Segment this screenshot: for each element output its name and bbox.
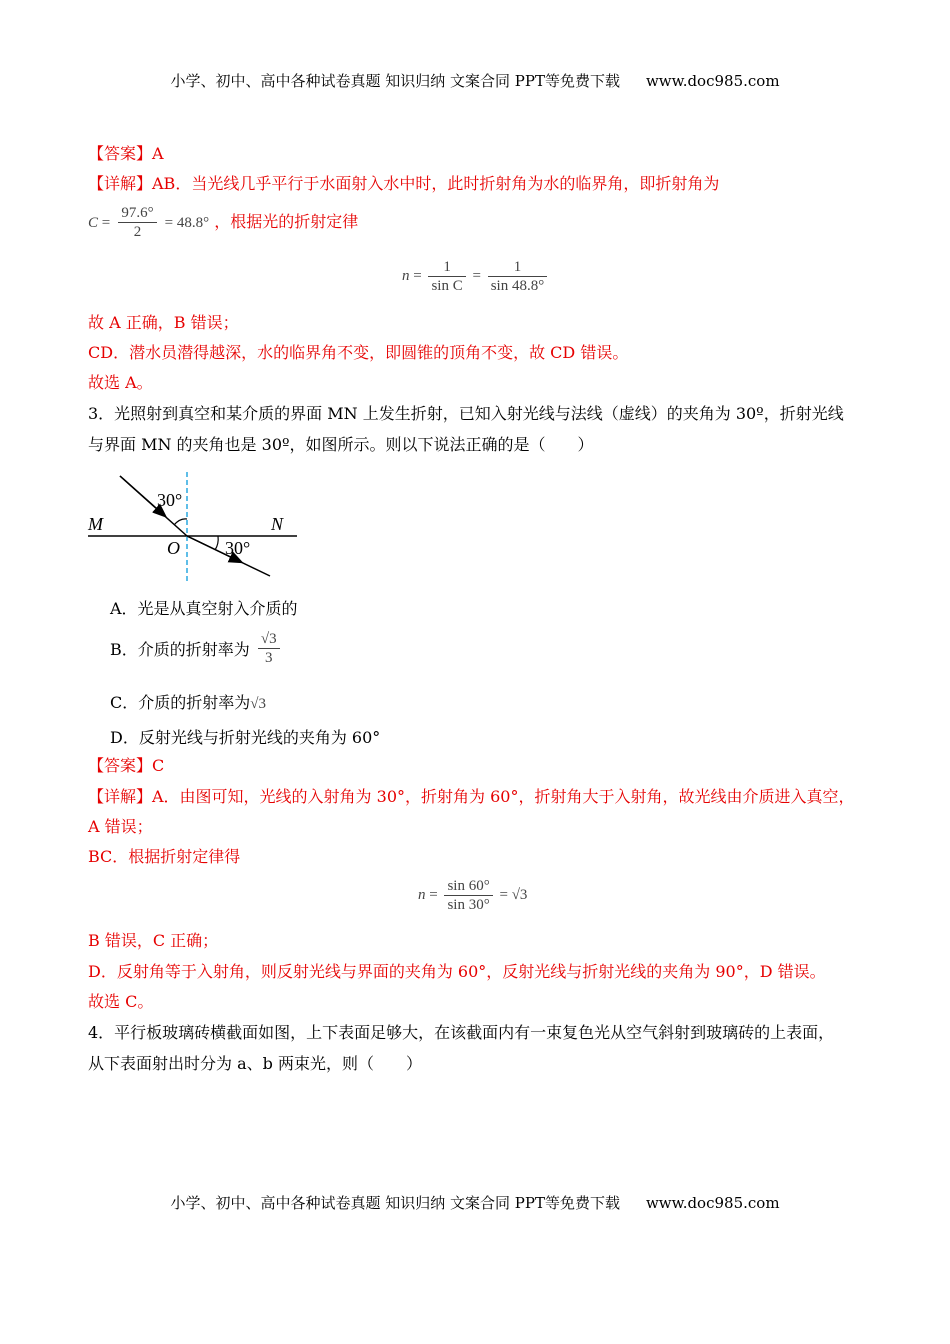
- q2-critical-angle-formula: C = $\frac{97.6^\circ}{2}$ = 48.8° ，根据光的折射定律: [88, 205, 359, 240]
- c-denominator: 2: [133, 224, 142, 240]
- q3-detail-bc: BC．根据折射定律得: [88, 847, 241, 866]
- incident-angle-arc: [174, 519, 187, 525]
- c-result: = 48.8°: [164, 215, 210, 231]
- q3-option-c: [110, 690, 266, 713]
- fraction-1-over-sin48: [488, 258, 548, 295]
- c-tail-text: ，根据光的折射定律: [214, 212, 359, 231]
- option-b-text: B．介质的折射率为: [110, 640, 250, 659]
- f1-denominator: sin C: [431, 278, 463, 294]
- page-header: [0, 70, 950, 91]
- page-footer: [0, 1192, 950, 1213]
- c-fraction: [118, 204, 156, 241]
- option-c-value: √3: [250, 696, 266, 712]
- q3-bc-result: B 错误，C 正确；: [88, 931, 219, 950]
- q3-n-label: n: [418, 886, 426, 903]
- sqrt3-result: √3: [511, 886, 528, 903]
- refraction-diagram: [85, 470, 305, 590]
- f2-denominator: sin 48.8°: [490, 278, 545, 294]
- q3-stem-line1: 3．光照射到真空和某介质的界面 MN 上发生折射，已知入射光线与法线（虚线）的夹角为 30º，折射光线: [88, 404, 844, 423]
- q3-detail-line1: 【详解】A．由图可知，光线的入射角为 30°，折射角为 60°，折射角大于入射角，故光线由介质进入真空，: [88, 787, 855, 806]
- q3-line-d: D．反射角等于入射角，则反射光线与界面的夹角为 60°，反射光线与折射光线的夹角为 90°，D 错误。: [88, 962, 826, 981]
- option-c-text: C．介质的折射率为: [110, 693, 251, 712]
- q2-line-cd: CD．潜水员潜得越深，水的临界角不变，即圆锥的顶角不变，故 CD 错误。: [88, 343, 629, 362]
- n-label: n: [402, 267, 410, 284]
- q3-detail-line2: A 错误；: [88, 817, 153, 836]
- q4-stem-line2: 从下表面射出时分为 a、b 两束光，则（ ）: [88, 1054, 422, 1073]
- q2-detail-line1: 【详解】AB．当光线几乎平行于水面射入水中时，此时折射角为水的临界角，即折射角为: [88, 174, 720, 193]
- q3-option-a: A．光是从真空射入介质的: [110, 599, 298, 618]
- refracted-angle-arc: [215, 536, 218, 550]
- q3-option-d: D．反射光线与折射光线的夹角为 60°: [110, 728, 381, 747]
- q3-choose: 故选 C。: [88, 992, 154, 1011]
- q3-answer: 【答案】C: [88, 756, 165, 775]
- label-n: N: [271, 514, 284, 534]
- c-label: C: [88, 215, 99, 231]
- option-b-denominator: 3: [264, 650, 273, 666]
- f1-numerator: 1: [428, 258, 465, 277]
- sin30-denominator: sin 30°: [447, 897, 490, 913]
- q2-answer: 【答案】A: [88, 144, 164, 163]
- footer-text: 小学、初中、高中各种试卷真题 知识归纳 文案合同 PPT等免费下载: [170, 1194, 620, 1212]
- q3-stem-line2: 与界面 MN 的夹角也是 30º，如图所示。则以下说法正确的是（ ）: [88, 435, 594, 454]
- refracted-angle-label: 30°: [225, 538, 251, 558]
- q3-refraction-equation: n = $\frac{\sin 60^\circ}{\sin 30^\circ}$ = √3: [418, 878, 528, 913]
- sin60-numerator: sin 60°: [444, 877, 492, 896]
- incident-angle-label: 30°: [157, 490, 183, 510]
- fraction-1-over-sinc: [428, 258, 465, 295]
- label-m: M: [88, 514, 103, 534]
- q2-choose: 故选 A。: [88, 373, 153, 392]
- sin-ratio-fraction: [444, 877, 492, 914]
- option-b-numerator: √3: [258, 630, 280, 649]
- header-url: www.doc985.com: [645, 72, 780, 90]
- option-b-fraction: [258, 630, 280, 667]
- footer-url: www.doc985.com: [645, 1194, 780, 1212]
- q3-option-b: [110, 630, 283, 667]
- q4-stem-line1: 4．平行板玻璃砖横截面如图，上下表面足够大，在该截面内有一束复色光从空气斜射到玻璃砖的上表面，: [88, 1023, 835, 1042]
- c-numerator: 97.6°: [118, 204, 156, 223]
- q2-line-a: 故 A 正确，B 错误；: [88, 313, 239, 332]
- header-text: 小学、初中、高中各种试卷真题 知识归纳 文案合同 PPT等免费下载: [170, 72, 620, 90]
- q2-refraction-equation: n = $\frac{1}{\text{sin C}}$ = $\frac{1}{\sin 48.8^\circ}$: [402, 258, 550, 295]
- label-o: O: [167, 538, 180, 558]
- f2-numerator: 1: [488, 258, 548, 277]
